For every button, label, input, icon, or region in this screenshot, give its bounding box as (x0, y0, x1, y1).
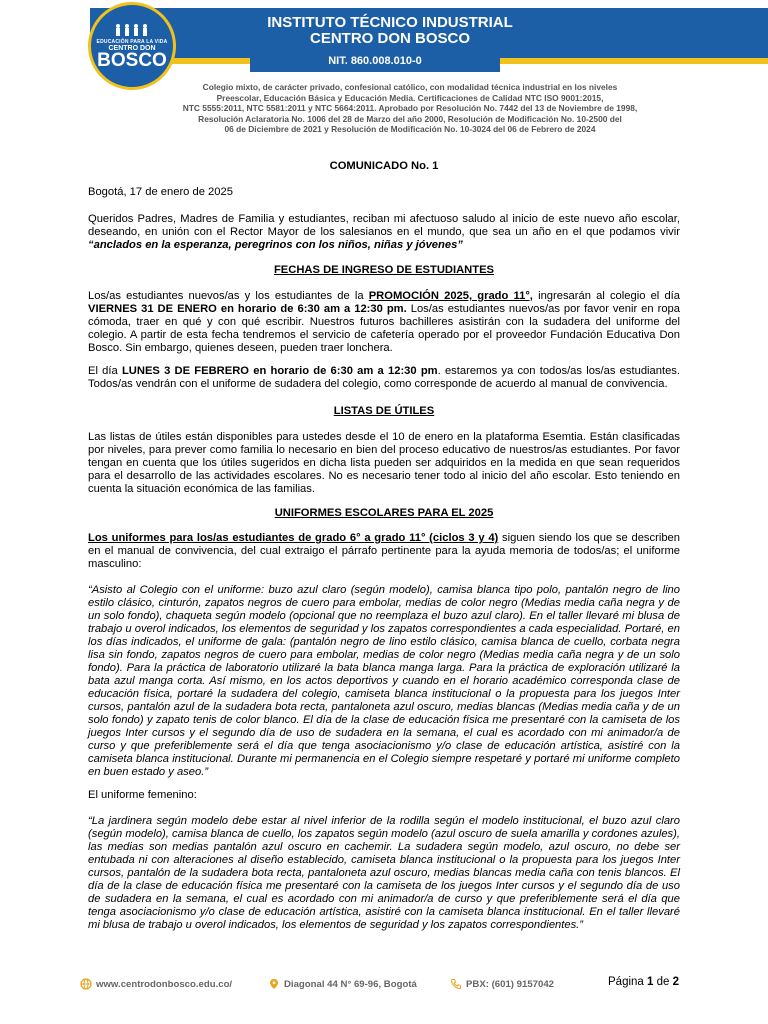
supplies-paragraph: Las listas de útiles están disponibles para ustedes desde el 10 de enero en la plataforma Esemtia. Están clasificadas por niveles, para prever como familia lo necesario en bien del proceso educativo de nuestros/as estudiantes. Por favor tengan en cuenta que los útiles sugeridos en dicha lista pueden ser adquiridos en la medida en que sean requeridos para el desarrollo de las actividades escolares. No es necesario tener todo al inicio del año escolar. Esto teniendo en cuenta la situación económica de las familias. (88, 431, 680, 495)
page-footer (0, 968, 768, 1008)
institute-description (130, 82, 690, 135)
text: Los/as estudiantes nuevos/as y los estudiantes de la (88, 290, 369, 302)
section-title-uniforms: UNIFORMES ESCOLARES PARA EL 2025 (274, 507, 494, 519)
uniforms-intro (88, 532, 680, 571)
document-title: COMUNICADO No. 1 (329, 160, 439, 172)
page-current: 1 (647, 976, 654, 988)
footer-website[interactable] (80, 978, 232, 990)
female-uniform-label: El uniforme femenino: (88, 789, 197, 801)
admission-paragraph-1 (88, 290, 680, 355)
text: El día (88, 365, 122, 377)
greeting-paragraph (88, 213, 680, 252)
page-number (608, 976, 679, 988)
section-title-admission: FECHAS DE INGRESO DE ESTUDIANTES (273, 264, 495, 276)
address-text: Diagonal 44 N° 69-96, Bogotá (284, 978, 417, 990)
admission-paragraph-2 (88, 365, 680, 391)
globe-icon (80, 978, 92, 990)
logo-tagline: EDUCACIÓN PARA LA VIDA (96, 38, 168, 45)
institute-line-2: CENTRO DON BOSCO (309, 30, 470, 47)
date-highlight: LUNES 3 DE FEBRERO en horario de 6:30 am a 12:30 pm (121, 365, 438, 377)
phone-text: PBX: (601) 9157042 (466, 978, 554, 990)
text: Los/as estudiantes nuevos/as por favor venir en ropa cómoda, traer en qué y con qué escribir. Nuestros futuros bachilleres asistirán con la sudadera del uniforme del colegio. A partir de esta fecha tendremos el servicio de cafetería operado por el proveedor Fundación Educativa Don Bosco. Sin embargo, quienes deseen, pueden traer lonchera. (88, 303, 680, 354)
school-logo (88, 2, 176, 90)
location-pin-icon (268, 978, 280, 990)
section-title-supplies: LISTAS DE ÚTILES (333, 405, 435, 417)
website-text: www.centrodonbosco.edu.co/ (96, 978, 233, 990)
female-uniform-quote: “La jardinera según modelo debe estar al nivel inferior de la rodilla según el modelo institucional, el buzo azul claro (según modelo), camisa blanca de cuello, los zapatos según modelo (azul oscuro de suela amarilla y cordones azules), las medias son medias pantalón azul oscuro en cachemir. La sudadera según modelo, azul oscuro, no debe ser entubada ni con alteraciones al diseño establecido, camiseta blanca institucional o la propuesta para los juegos Inter cursos, pantalón de la sudadera bota recta, pantaloneta azul oscuro, medias blancas media caña con tenis blancos. El día de la clase de educación física me presentaré con la camiseta de los juegos Inter cursos y el segundo día de uso de sudadera en la semana, el cual es acordado con mi animador/a de curso y que preferiblemente será el día que tenga asociacionismo y/o clase de educación artística, asistiré con la camiseta blanca institucional. En el taller llevaré mi blusa de trabajo u overol indicados, los elementos de seguridad y los zapatos correspondientes.” (88, 815, 680, 931)
footer-phone (450, 978, 554, 990)
text: . estaremos ya con todos/as los/as estudiantes. Todos/as vendrán con el uniforme de sudadera del colegio, como corresponde de acuerdo al manual de convivencia. (88, 365, 681, 390)
document-date: Bogotá, 17 de enero de 2025 (88, 186, 233, 198)
description-line: Colegio mixto, de carácter privado, confesional católico, con modalidad técnica industrial en los niveles (202, 82, 618, 92)
description-line: Preescolar, Educación Básica y Educación Media. Certificaciones de Calidad NTC ISO 9001:2015, (216, 92, 604, 103)
page-of: de (653, 976, 673, 988)
logo-top-text: CENTRO DON (108, 44, 156, 52)
nit-number: NIT. 860.008.010-0 (328, 55, 422, 67)
phone-icon (450, 978, 462, 990)
description-line: Resolución Aclaratoria No. 1006 del 28 de Marzo del año 2000, Resolución de Modificación No. 10-2500 del (198, 113, 622, 124)
male-uniform-quote: “Asisto al Colegio con el uniforme: buzo azul claro (según modelo), camisa blanca tipo polo, pantalón negro de lino estilo clásico, cinturón, zapatos negros de cuero para embolar, medias de color negro (Medias media caña negra y de un solo fondo), chaqueta según modelo (opcional que no reemplaza el buzo azul claro). En el taller llevaré mi blusa de trabajo u overol indicados, los elementos de seguridad y los zapatos correspondientes a cada especialidad. Portaré, en los días indicados, el uniforme de gala: (pantalón negro de lino estilo clásico, camisa blanca de cuello, corbata negra lisa sin fondo, zapatos negros de cuero para embolar, medias de color negro (Medias media caña negra y de un solo fondo). Para la práctica de laboratorio utilizaré la bata blanca manga larga. Para la práctica de exploración utilizaré la bata azul manga corta. Así mismo, en los actos deportivos y cuando en el horario académico corresponda clase de educación física, portaré la sudadera del colegio, camiseta blanca institucional o la propuesta para los juegos Inter cursos, pantalón azul de la sudadera bota recta, pantaloneta azul oscuro, medias blancas (Medias media caña y de un solo fondo) y zapato tenis de color blanco. El día de la clase de educación física me presentaré con la camiseta de los juegos Inter cursos y el segundo día de uso de sudadera en la semana, el cual es acordado con mi animador/a de curso y que preferiblemente será el día que tenga asociacionismo y/o clase de educación artística, asistiré con la camiseta blanca institucional. Durante mi permanencia en el Colegio siempre respetaré y portaré mi uniforme completo en buen estado y aseo.” (88, 584, 680, 778)
institute-name (180, 15, 600, 47)
institute-line-1: INSTITUTO TÉCNICO INDUSTRIAL (267, 14, 513, 31)
description-line: 06 de Diciembre de 2021 y Resolución de Modificación No. 10-3024 del 06 de Febrero de 2024 (224, 124, 596, 134)
greeting-text: Queridos Padres, Madres de Familia y estudiantes, reciban mi afectuoso saludo al inicio de este nuevo año escolar, deseando, en unión con el Rector Mayor de los salesianos en el mundo, que sea un año en el que podamos vivir (88, 213, 680, 238)
date-highlight: VIERNES 31 DE ENERO en horario de 6:30 am a 12:30 pm. (88, 303, 407, 315)
people-logo-icon (110, 23, 154, 37)
footer-address (268, 978, 417, 990)
page-total: 2 (672, 976, 680, 988)
description-line: NTC 5555:2011, NTC 5581:2011 y NTC 5664:2011. Aprobado por Resolución No. 7442 del 13 de Noviembre de 1998, (182, 103, 638, 113)
greeting-quote: “anclados en la esperanza, peregrinos con los niños, niñas y jóvenes” (88, 239, 463, 251)
uniforms-grades-highlight: Los uniformes para los/as estudiantes de grado 6° a grado 11° (ciclos 3 y 4) (88, 532, 499, 544)
logo-main-text: BOSCO (97, 49, 167, 71)
text: ingresarán al colegio el día (532, 290, 680, 302)
text: siguen siendo los que se describen en el manual de convivencia, del cual extraigo el párrafo pertinente para la ayuda memoria de todos/as; el uniforme masculino: (88, 532, 680, 570)
promotion-highlight: PROMOCIÓN 2025, grado 11°, (368, 290, 533, 302)
page-label: Página (608, 976, 648, 988)
